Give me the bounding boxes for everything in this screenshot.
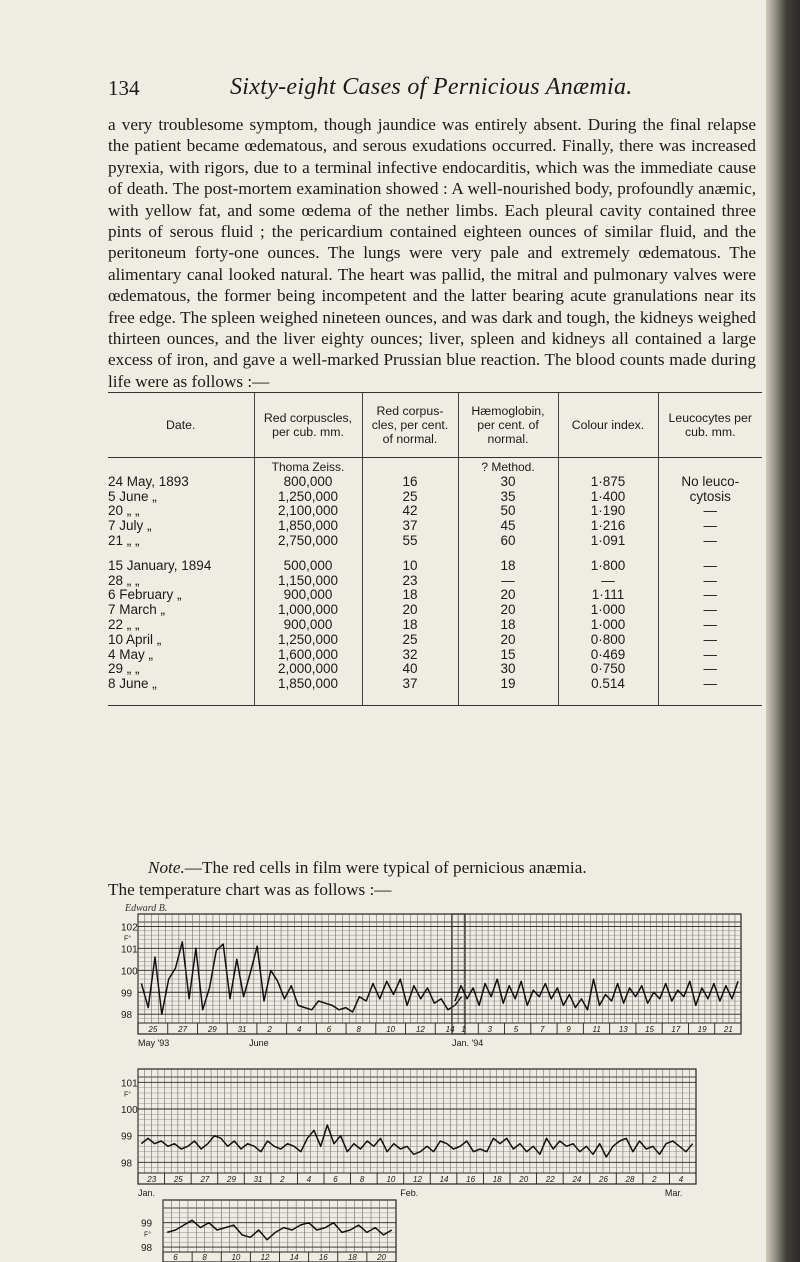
colour-index-cell: 0·750 <box>558 662 658 677</box>
chart-date-label: 8 <box>359 1175 365 1184</box>
chart-date-label: 25 <box>148 1025 158 1034</box>
colour-index-cell: — <box>558 574 658 589</box>
date-cell: 28 „ „ <box>108 572 140 588</box>
leucocytes-cell: — <box>658 633 762 648</box>
chart-date-label: 8 <box>356 1025 361 1034</box>
chart-date-label: 18 <box>492 1175 502 1184</box>
chart-y-tick-label: 102 <box>121 922 138 934</box>
header-red-corpuscles: Red corpuscles, per cub. mm. <box>254 393 362 458</box>
chart-date-label: 14 <box>439 1175 449 1184</box>
chart-y-unit: F° <box>124 1091 132 1099</box>
chart-date-label: 18 <box>347 1253 357 1262</box>
percent-cell: 25 <box>362 633 458 648</box>
date-cell: 4 May „ <box>108 646 154 662</box>
haemoglobin-cell: — <box>458 574 558 589</box>
date-cell: 29 „ „ <box>108 661 140 677</box>
haemoglobin-cell: 15 <box>458 648 558 663</box>
header-red-percent: Red corpus-cles, per cent. of normal. <box>362 393 458 458</box>
date-cell: 5 June „ <box>108 488 157 504</box>
red-cell: 2,750,000 <box>254 534 362 549</box>
chart-date-label: 9 <box>566 1025 571 1034</box>
chart-date-label: 4 <box>297 1025 302 1034</box>
haemoglobin-cell: 20 <box>458 633 558 648</box>
haemoglobin-cell: 18 <box>458 559 558 574</box>
chart-date-label: 24 <box>572 1175 582 1184</box>
colour-index-cell: 1·000 <box>558 603 658 618</box>
method-haemoglobin: ? Method. <box>458 458 558 475</box>
red-cell: 1,000,000 <box>254 603 362 618</box>
chart-y-tick-label: 99 <box>121 988 133 1000</box>
chart-date-label: 3 <box>487 1025 492 1034</box>
chart-date-label: 6 <box>173 1253 178 1262</box>
chart-date-label: 15 <box>645 1025 655 1034</box>
colour-index-cell: 1·216 <box>558 519 658 534</box>
running-head: Sixty-eight Cases of Pernicious Anæmia. <box>230 74 633 100</box>
header-date: Date. <box>108 393 254 458</box>
red-cell: 1,850,000 <box>254 677 362 706</box>
red-cell: 500,000 <box>254 559 362 574</box>
leucocytes-cell: No leuco- <box>658 475 762 490</box>
chart-month-label: Mar. <box>664 1188 683 1198</box>
chart-date-label: 2 <box>280 1175 285 1184</box>
percent-cell: 16 <box>362 475 458 490</box>
haemoglobin-cell: 45 <box>458 519 558 534</box>
chart-date-label: 11 <box>592 1025 601 1034</box>
body-paragraph: a very troublesome symptom, though jaundice was entirely absent. During the final relapse the patient became œdematous, and serous exudations occurred. Finally, there was increased pyrexia, with rigors, due to a terminal infective endocarditis, which was the immediate cause of death. The post-mortem examination showed : A well-nourished body, profoundly anæmic, with yellow fat, and some œdema of the nether limbs. Each pleural cavity contained three pints of serous fluid ; the pericardium contained eighteen ounces of similar fluid, and the peritoneum forty-one ounces. The lungs were very pale and extremely œdematous. The alimentary canal looked natural. The heart was pallid, the mitral and pulmonary valves were œdematous, the former being incompetent and the latter bearing acute granulations near its free edge. The spleen weighed nineteen ounces, and was dark and tough, the kidneys weighed thirteen ounces, and the liver eighty ounces; liver, spleen and kidneys all contained a large excess of iron, and gave a well-marked Prussian blue reaction. The blood counts made during life were as follows :— <box>108 115 756 391</box>
percent-cell: 25 <box>362 490 458 505</box>
haemoglobin-cell: 60 <box>458 534 558 549</box>
haemoglobin-cell: 19 <box>458 677 558 706</box>
leucocytes-cell: — <box>658 662 762 677</box>
date-cell: 6 February „ <box>108 587 182 603</box>
chart-y-tick-label: 100 <box>121 1105 138 1116</box>
haemoglobin-cell: 18 <box>458 618 558 633</box>
leucocytes-cell: — <box>658 603 762 618</box>
chart-date-label: 12 <box>415 1025 425 1034</box>
leucocytes-cell: — <box>658 504 762 519</box>
leucocytes-cell: — <box>658 534 762 549</box>
leucocytes-cell: — <box>658 618 762 633</box>
chart-date-label: 22 <box>545 1175 555 1184</box>
method-red: Thoma Zeiss. <box>254 458 362 475</box>
chart-date-label: 31 <box>237 1025 247 1034</box>
haemoglobin-cell: 30 <box>458 662 558 677</box>
header-colour-index: Colour index. <box>558 393 658 458</box>
red-cell: 2,000,000 <box>254 662 362 677</box>
date-cell: 24 May, 1893 <box>108 473 189 489</box>
red-cell: 900,000 <box>254 618 362 633</box>
chart-y-tick-label: 99 <box>121 1131 133 1143</box>
red-cell: 900,000 <box>254 588 362 603</box>
date-cell: 22 „ „ <box>108 616 140 632</box>
chart-y-tick-label: 99 <box>141 1218 153 1230</box>
chart-date-label: 4 <box>306 1175 312 1184</box>
colour-index-cell: 0.514 <box>558 677 658 706</box>
percent-cell: 18 <box>362 618 458 633</box>
red-cell: 800,000 <box>254 475 362 490</box>
percent-cell: 23 <box>362 574 458 589</box>
chart-y-tick-label: 98 <box>121 1010 133 1022</box>
chart-date-label: 19 <box>697 1025 707 1034</box>
chart-date-label: 14 <box>289 1253 299 1262</box>
chart-date-label: 12 <box>413 1175 422 1184</box>
haemoglobin-cell: 20 <box>458 588 558 603</box>
leucocytes-cell: — <box>658 559 762 574</box>
chart-date-label: 4 <box>678 1175 684 1184</box>
red-cell: 1,250,000 <box>254 490 362 505</box>
percent-cell: 10 <box>362 559 458 574</box>
chart-y-tick-label: 101 <box>121 1078 138 1090</box>
page-number: 134 <box>108 76 140 100</box>
leucocytes-cell: — <box>658 574 762 589</box>
colour-index-cell: 1·400 <box>558 490 658 505</box>
chart-date-label: 6 <box>326 1025 332 1034</box>
chart-date-label: 7 <box>540 1025 545 1034</box>
red-cell: 1,150,000 <box>254 574 362 589</box>
chart-date-label: 29 <box>227 1175 236 1184</box>
date-cell: 8 June „ <box>108 677 254 706</box>
colour-index-cell: 1·875 <box>558 475 658 490</box>
chart-date-label: 14 <box>445 1025 455 1034</box>
percent-cell: 42 <box>362 504 458 519</box>
chart-y-tick-label: 98 <box>121 1158 133 1170</box>
chart-date-label: 20 <box>377 1253 386 1262</box>
chart-caption: Edward B. <box>125 903 168 914</box>
haemoglobin-cell: 35 <box>458 490 558 505</box>
chart-date-label: 2 <box>267 1025 272 1034</box>
header-haemoglobin: Hæmoglobin, per cent. of normal. <box>458 393 558 458</box>
chart-date-label: 10 <box>386 1025 396 1034</box>
chart-date-label: 17 <box>671 1025 681 1034</box>
chart-date-label: 23 <box>147 1175 157 1184</box>
date-cell: 15 January, 1894 <box>108 557 212 573</box>
note-text: —The red cells in film were typical of pernicious anæmia. <box>184 858 587 877</box>
chart-y-unit: F° <box>124 935 132 943</box>
chart-y-tick-label: 100 <box>121 966 138 978</box>
percent-cell: 37 <box>362 519 458 534</box>
chart-date-label: 20 <box>519 1175 529 1184</box>
colour-index-cell: 0·800 <box>558 633 658 648</box>
colour-index-cell: 1·800 <box>558 559 658 574</box>
chart-date-label: 16 <box>466 1175 476 1184</box>
leucocytes-cell: — <box>658 588 762 603</box>
chart-date-label: 8 <box>202 1253 207 1262</box>
percent-cell: 20 <box>362 603 458 618</box>
chart-date-label: 5 <box>513 1025 519 1034</box>
percent-cell: 18 <box>362 588 458 603</box>
red-cell: 2,100,000 <box>254 504 362 519</box>
chart-date-label: 27 <box>178 1025 188 1034</box>
chart-date-label: 12 <box>260 1253 270 1262</box>
leucocytes-cell: — <box>658 648 762 663</box>
red-cell: 1,600,000 <box>254 648 362 663</box>
date-cell: 21 „ „ <box>108 532 140 548</box>
chart-date-label: 10 <box>386 1175 396 1184</box>
chart-month-label: Jan. '94 <box>452 1038 484 1048</box>
red-cell: 1,850,000 <box>254 519 362 534</box>
colour-index-cell: 1·091 <box>558 534 658 549</box>
chart-month-label: June <box>249 1038 269 1048</box>
date-cell: 20 „ „ <box>108 503 140 519</box>
chart-month-label: Feb. <box>400 1188 419 1198</box>
colour-index-cell: 1·000 <box>558 618 658 633</box>
note-label: Note. <box>148 858 185 877</box>
chart-date-label: 13 <box>618 1025 628 1034</box>
colour-index-cell: 0·469 <box>558 648 658 663</box>
leucocytes-cell: — <box>658 519 762 534</box>
chart-date-label: 26 <box>599 1175 608 1184</box>
chart-y-unit: F° <box>144 1231 152 1239</box>
chart-y-tick-label: 98 <box>141 1243 153 1255</box>
haemoglobin-cell: 30 <box>458 475 558 490</box>
percent-cell: 37 <box>362 677 458 706</box>
chart-date-label: 2 <box>652 1175 657 1184</box>
chart-month-label: Jan. <box>138 1188 156 1198</box>
colour-index-cell: 1·190 <box>558 504 658 519</box>
chart-date-label: 16 <box>318 1253 328 1262</box>
percent-cell: 55 <box>362 534 458 549</box>
red-cell: 1,250,000 <box>254 633 362 648</box>
chart-date-label: 29 <box>207 1025 217 1034</box>
chart-date-label: 31 <box>253 1175 263 1184</box>
temperature-intro: The temperature chart was as follows :— <box>108 880 392 899</box>
chart-date-label: 25 <box>173 1175 183 1184</box>
leucocytes-cell: — <box>658 677 762 706</box>
date-cell: 7 July „ <box>108 518 152 534</box>
chart-date-label: 6 <box>333 1175 338 1184</box>
chart-date-label: 1 <box>461 1025 466 1034</box>
percent-cell: 40 <box>362 662 458 677</box>
header-leucocytes: Leucocytes per cub. mm. <box>658 393 762 458</box>
chart-date-label: 28 <box>625 1175 635 1184</box>
chart-date-label: 10 <box>231 1253 241 1262</box>
date-cell: 7 March „ <box>108 602 166 618</box>
chart-month-label: May '93 <box>138 1038 170 1048</box>
haemoglobin-cell: 50 <box>458 504 558 519</box>
haemoglobin-cell: 20 <box>458 603 558 618</box>
colour-index-cell: 1·111 <box>558 588 658 603</box>
chart-date-label: 27 <box>200 1175 210 1184</box>
leucocytes-cell: cytosis <box>658 490 762 505</box>
date-cell: 10 April „ <box>108 631 162 647</box>
percent-cell: 32 <box>362 648 458 663</box>
chart-y-tick-label: 101 <box>121 944 138 956</box>
chart-date-label: 21 <box>723 1025 733 1034</box>
